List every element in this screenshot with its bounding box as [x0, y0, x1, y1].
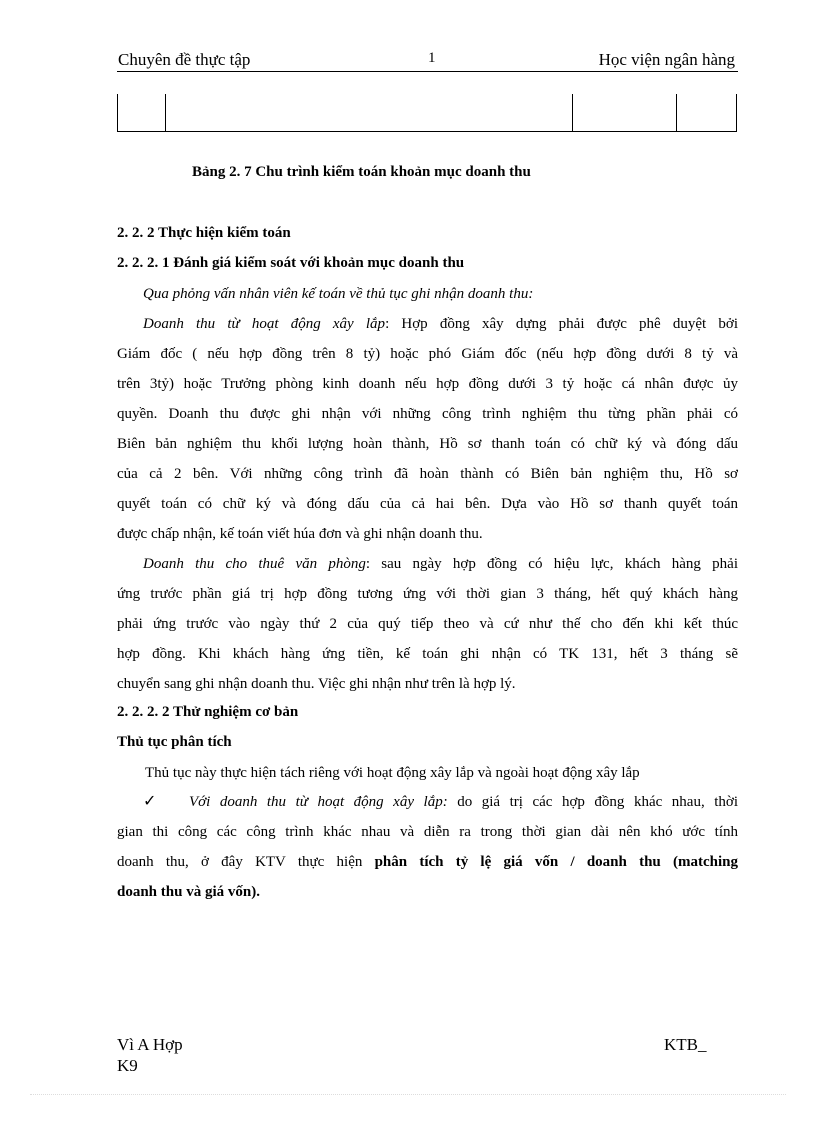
- para2-line4: hợp đồng. Khi khách hàng ứng tiền, kế toán ghi nhận có TK 131, hết 3 tháng sẽ: [117, 646, 738, 662]
- page-bottom-rule: [30, 1094, 786, 1095]
- footer-class: K9: [117, 1056, 138, 1075]
- check-line1: Với doanh thu từ hoạt động xây lắp: do giá trị các hợp đồng khác nhau, thời: [189, 794, 738, 810]
- para1-line6: của cả 2 bên. Với những công trình đã hoàn thành có Biên bản nghiệm thu, Hồ sơ: [117, 466, 738, 482]
- check-bold-text: phân tích tỷ lệ giá vốn / doanh thu (matching: [374, 854, 738, 870]
- para2-line2: ứng trước phần giá trị hợp đồng tương ứng với thời gian 3 tháng, hết quý khách hàng: [117, 586, 738, 602]
- analysis-intro: Thủ tục này thực hiện tách riêng với hoạt động xây lắp và ngoài hoạt động xây lắp: [145, 765, 640, 781]
- analysis-heading: Thủ tục phân tích: [117, 734, 232, 750]
- check-lead: Với doanh thu từ hoạt động xây lắp:: [189, 794, 448, 810]
- check-line4: doanh thu và giá vốn).: [117, 884, 260, 900]
- para2-line5: chuyển sang ghi nhận doanh thu. Việc ghi nhận như trên là hợp lý.: [117, 676, 516, 692]
- footer-code: KTB_: [664, 1035, 707, 1054]
- para1-line3: trên 3tỷ) hoặc Trưởng phòng kinh doanh nếu hợp đồng dưới 3 tỷ hoặc cá nhân được ủy: [117, 376, 738, 392]
- para1-line1: Doanh thu từ hoạt động xây lắp: Hợp đồng xây dựng phải được phê duyệt bởi: [143, 316, 738, 332]
- header-institution: Học viện ngân hàng: [598, 50, 735, 69]
- page-number: 1: [428, 50, 436, 66]
- intro-italic: Qua phỏng vấn nhân viên kế toán về thủ tục ghi nhận doanh thu:: [143, 286, 534, 302]
- para1-line2: Giám đốc ( nếu hợp đồng trên 8 tỷ) hoặc phó Giám đốc (nếu hợp đồng dưới 8 tỷ và: [117, 346, 738, 362]
- table-caption: Bảng 2. 7 Chu trình kiểm toán khoản mục doanh thu: [192, 164, 531, 180]
- header-title: Chuyên đề thực tập: [118, 50, 251, 69]
- section-heading-2-2-2-1: 2. 2. 2. 1 Đánh giá kiểm soát với khoản mục doanh thu: [117, 255, 465, 271]
- para1-lead: Doanh thu từ hoạt động xây lắp: [143, 316, 386, 332]
- checkmark-icon: ✓: [143, 793, 157, 810]
- check-line3: doanh thu, ở đây KTV thực hiện phân tích tỷ lệ giá vốn / doanh thu (matching: [117, 854, 738, 870]
- intro-line: [143, 284, 738, 304]
- check-line2: gian thi công các công trình khác nhau và diễn ra trong thời gian dài nên khó ước tính: [117, 824, 738, 840]
- table-column-divider: [676, 94, 677, 132]
- para1-line5: Biên bản nghiệm thu khối lượng hoàn thành, Hồ sơ thanh toán có chữ ký và đóng dấu: [117, 436, 738, 452]
- para1-line7: quyết toán có chữ ký và đóng dấu của cả hai bên. Dựa vào Hồ sơ thanh quyết toán: [117, 496, 738, 512]
- table-column-divider: [572, 94, 573, 132]
- section-heading-2-2-2-2: 2. 2. 2. 2 Thử nghiệm cơ bản: [117, 704, 299, 720]
- para2-line1: Doanh thu cho thuê văn phòng: sau ngày hợp đồng có hiệu lực, khách hàng phải: [143, 556, 738, 572]
- para1-line8: được chấp nhận, kế toán viết húa đơn và ghi nhận doanh thu.: [117, 526, 483, 542]
- para1-line4: quyền. Doanh thu được ghi nhận với những công trình nghiệm thu từng phần phải có: [117, 406, 738, 422]
- header-rule: [117, 71, 738, 72]
- table-column-divider: [165, 94, 166, 132]
- para2-line3: phải ứng trước vào ngày thứ 2 của quý tiếp theo và cứ như thế cho đến khi kết thúc: [117, 616, 738, 632]
- table-fragment: [117, 94, 737, 132]
- footer-author: Vì A Hợp: [117, 1035, 183, 1054]
- section-heading-2-2-2: 2. 2. 2 Thực hiện kiểm toán: [117, 225, 291, 241]
- para2-lead: Doanh thu cho thuê văn phòng: [143, 556, 366, 572]
